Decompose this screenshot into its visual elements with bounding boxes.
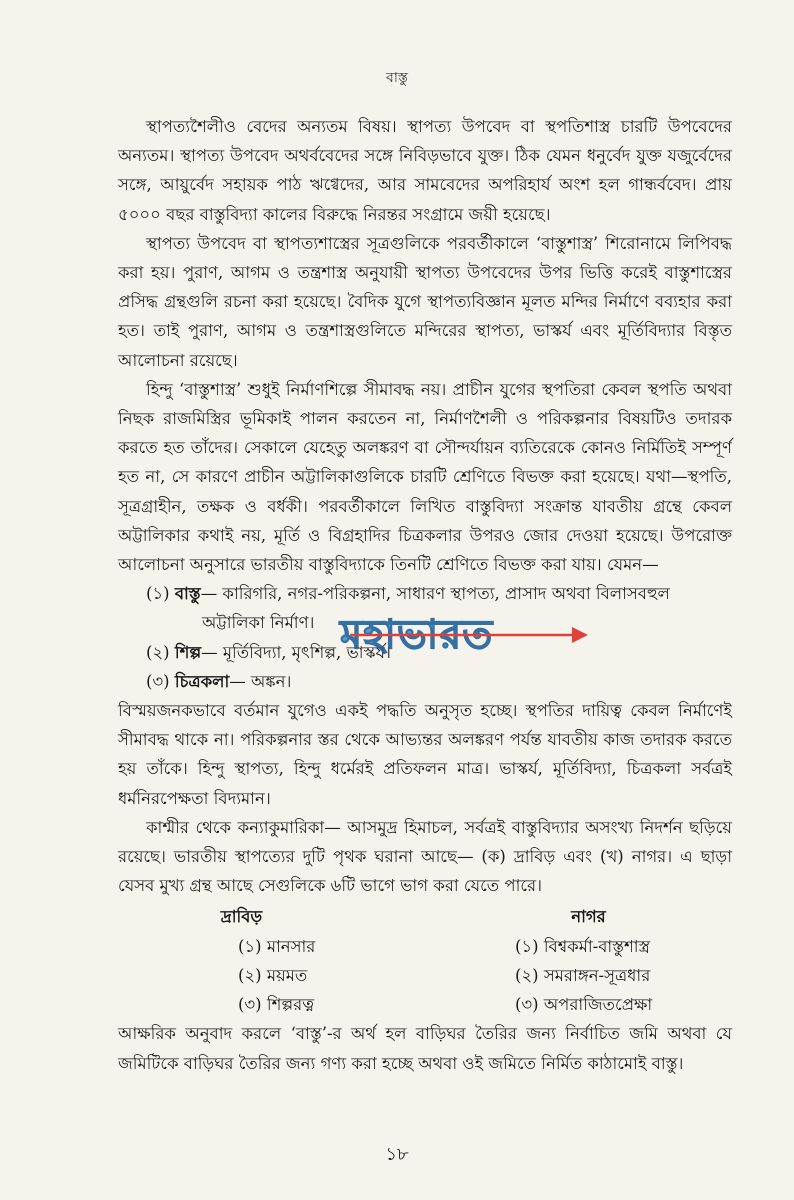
list-number: (৩) [146,671,170,691]
table-cell: (১) বিশ্বকর্মা-বাস্তুশাস্ত্র [515,936,650,956]
watermark-text: মহাভারত [340,612,494,658]
table-cell: (১) মানসার [238,936,316,956]
paragraph-5: কাশ্মীর থেকে কন্যাকুমারিকা— আসমুদ্র হিমাচল, সর্বত্রই বাস্তুবিদ্যার অসংখ্য নিদর্শন ছড়িয়ে রয়েছে। ভারতীয় স্থাপত্যের দুটি পৃথক ঘরানা আছে— (ক) দ্রাবিড় এবং (খ) নাগর। এ ছাড়া যেসব মুখ্য গ্রন্থ আছে সেগুলিকে ৬টি ভাগে ভাগ করা যেতে পারে। [118,817,732,896]
paragraph-2: স্থাপত্য উপবেদ বা স্থাপত্যশাস্ত্রের সূত্রগুলিকে পরবর্তীকালে ‘বাস্তুশাস্ত্র’ শিরোনামে লিপিবদ্ধ করা হয়। পুরাণ, আগম ও তন্ত্রশাস্ত্র অনুযায়ী স্থাপত্য উপবেদের উপর ভিত্তি করেই বাস্তুশাস্ত্রের প্রসিদ্ধ গ্রন্থগুলি রচনা করা হয়েছে। বৈদিক যুগে স্থাপত্যবিজ্ঞান মূলত মন্দির নির্মাণে বব্যহার করা হত। তাই পুরাণ, আগম ও তন্ত্রশাস্ত্রগুলিতে মন্দিরের স্থাপত্য, ভাস্কর্য এবং মূর্তিবিদ্যার বিস্তৃত আলোচনা রয়েছে। [118,233,732,370]
texts-table [118,902,732,1019]
page-number: ১৮ [385,1144,409,1165]
table-header-nagara: নাগর [571,907,606,927]
list-item [118,638,732,667]
list-text: — অঙ্কন। [229,671,292,691]
paragraph-1: স্থাপত্যশৈলীও বেদের অন্যতম বিষয়। স্থাপত্য উপবেদ বা স্থপতিশাস্ত্র চারটি উপবেদের অন্যতম। স্থাপত্য উপবেদ অথর্ববেদের সঙ্গে নিবিড়ভাবে যুক্ত। ঠিক যেমন ধনুর্বেদ যুক্ত যজুর্বেদের সঙ্গে, আয়ুর্বেদ সহায়ক পাঠ ঋগ্বেদের, আর সামবেদের অপরিহার্য অংশ হল গান্ধর্ববেদ। প্রায় ৫০০০ বছর বাস্তুবিদ্যা কালের বিরুদ্ধে নিরন্তর সংগ্রামে জয়ী হয়েছে। [118,117,732,224]
list-item [118,579,732,637]
table-cell: (৩) শিল্পরত্ন [238,995,315,1015]
list-term: শিল্প [174,642,202,662]
list-text: — মূর্তিবিদ্যা, মৃৎশিল্প, ভাস্কর্য। [201,642,391,662]
table-header-dravida: দ্রাবিড় [220,907,263,927]
body-text [118,112,732,1078]
list-number: (২) [146,642,170,662]
running-title: বাস্তু [386,70,408,86]
list-text: — কারিগরি, নগর-পরিকল্পনা, সাধারণ স্থাপত্য, প্রাসাদ অথবা বিলাসবহুল [200,584,670,604]
paragraph-4: বিস্ময়জনকভাবে বর্তমান যুগেও একই পদ্ধতি অনুসৃত হচ্ছে। স্থপতির দায়িত্ব কেবল নির্মাণেই সীমাবদ্ধ থাকে না। পরিকল্পনার স্তর থেকে আভ্যন্তর অলঙ্করণ পর্যন্ত যাবতীয় কাজ তদারক করতে হয় তাঁকে। হিন্দু স্থাপত্য, হিন্দু ধর্মেরই প্রতিফলন মাত্র। ভাস্কর্য, মূর্তিবিদ্যা, চিত্রকলা সর্বত্রই ধর্মনিরপেক্ষতা বিদ্যমান। [118,701,732,808]
list-continuation: অট্টালিকা নির্মাণ। [202,613,315,633]
table-cell: (২) সমরাঙ্গন-সূত্রধার [515,965,651,985]
table-cell: (২) ময়মত [238,965,308,985]
list-number: (১) [146,584,170,604]
list-term: চিত্রকলা [174,671,230,691]
table-cell: (৩) অপরাজিতপ্রেক্ষা [515,995,653,1015]
list-term: বাস্তু [174,584,201,604]
closing-paragraph: আক্ষরিক অনুবাদ করলে ‘বাস্তু’-র অর্থ হল বাড়িঘর তৈরির জন্য নির্বাচিত জমি অথবা যে জমিটিকে বাড়িঘর তৈরির জন্য গণ্য করা হচ্ছে অথবা ওই জমিতে নির্মিত কাঠামোই বাস্তু। [118,1024,732,1073]
paragraph-3: হিন্দু ‘বাস্তুশাস্ত্র’ শুধুই নির্মাণশিল্পে সীমাবদ্ধ নয়। প্রাচীন যুগের স্থপতিরা কেবল স্থপতি অথবা নিছক রাজমিস্ত্রির ভূমিকাই পালন করতেন না, নির্মাণশৈলী ও পরিকল্পনার বিষয়টিও তদারক করতে হত তাঁদের। সেকালে যেহেতু অলঙ্করণ বা সৌন্দর্যায়ন ব্যতিরেকে কোনও নির্মিতিই সম্পূর্ণ হত না, সে কারণে প্রাচীন অট্টালিকাগুলিকে চারটি শ্রেণিতে বিভক্ত করা হয়েছে। যথা—স্থপতি, সূত্রগ্রাহীন, তক্ষক ও বর্ধকী। পরবর্তীকালে লিখিত বাস্তুবিদ্যা সংক্রান্ত যাবতীয় গ্রন্থে কেবল অট্টালিকার কথাই নয়, মূর্তি ও বিগ্রহাদির চিত্রকলার উপরও জোর দেওয়া হয়েছে। উপরোক্ত আলোচনা অনুসারে ভারতীয় বাস্তুবিদ্যাকে তিনটি শ্রেণিতে বিভক্ত করা যায়। যেমন— [118,379,732,575]
classification-list [118,579,732,696]
list-item [118,667,732,696]
